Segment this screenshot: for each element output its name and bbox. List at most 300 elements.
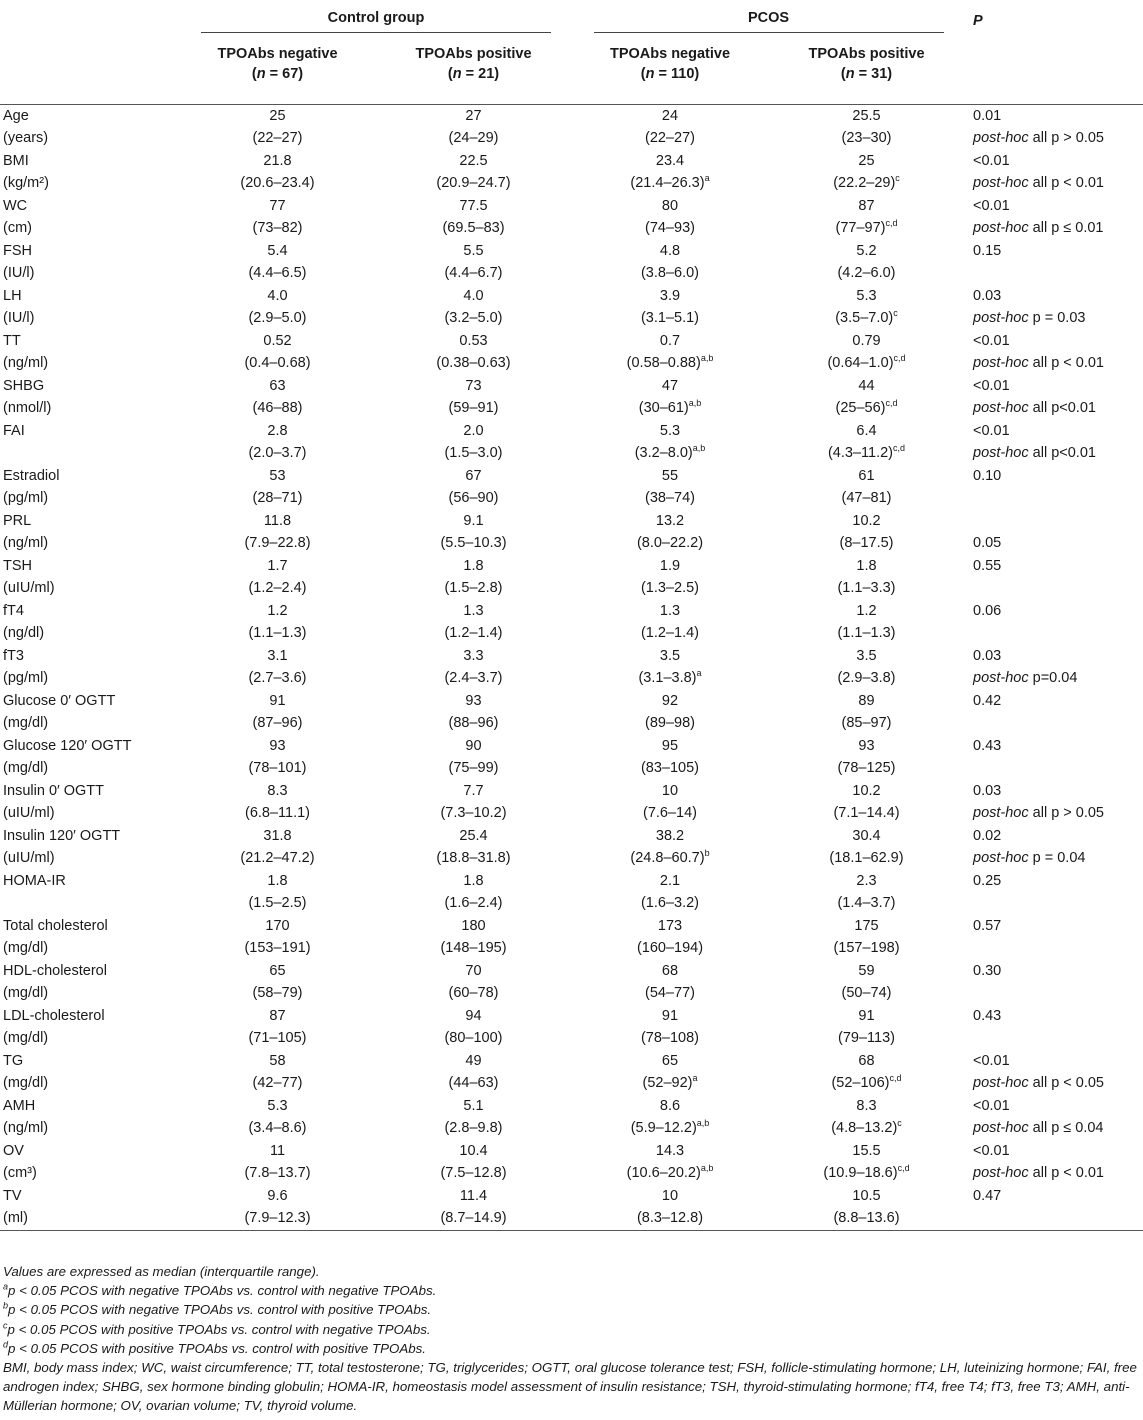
- variable-name: TG: [3, 1053, 24, 1069]
- median-control-negative: 11.8: [263, 513, 292, 529]
- median-control-negative: 87: [269, 1008, 286, 1024]
- median-control-negative: 1.7: [267, 558, 288, 574]
- variable-name: fT4: [3, 603, 24, 619]
- post-hoc-label: post-hoc: [973, 400, 1029, 416]
- table-row-range: [0, 577, 1143, 600]
- post-hoc-label: post-hoc: [973, 1075, 1029, 1091]
- post-hoc: post-hoc all p < 0.01: [973, 175, 1104, 191]
- median-pcos-positive: 3.5: [856, 648, 877, 664]
- iqr-control-positive: (88–96): [448, 715, 499, 731]
- median-control-positive: 7.7: [463, 783, 484, 799]
- median-pcos-positive: 10.2: [852, 513, 881, 529]
- post-hoc-label: post-hoc: [973, 1120, 1029, 1136]
- median-pcos-positive: 25.5: [852, 108, 881, 124]
- iqr-control-positive: (7.5–12.8): [440, 1165, 507, 1181]
- iqr-control-positive: (18.8–31.8): [436, 850, 511, 866]
- median-control-negative: 8.3: [267, 783, 288, 799]
- post-hoc: post-hoc all p<0.01: [973, 445, 1096, 461]
- median-control-negative: 63: [269, 378, 286, 394]
- iqr-control-negative: (1.1–1.3): [248, 625, 307, 641]
- corner-cell-sub: [0, 36, 180, 105]
- post-hoc: post-hoc p=0.04: [973, 670, 1078, 686]
- post-hoc: post-hoc all p > 0.05: [973, 805, 1104, 821]
- footnote-marker: b: [3, 1300, 9, 1311]
- significance-superscript: c,d: [885, 218, 898, 229]
- iqr-pcos-negative: (1.2–1.4): [640, 625, 700, 641]
- median-control-negative: 93: [269, 738, 286, 754]
- significance-superscript: c,d: [897, 1163, 910, 1174]
- table-row-range: [0, 1207, 1143, 1231]
- iqr-control-negative: (7.9–22.8): [244, 535, 311, 551]
- p-value: 0.43: [973, 738, 1002, 754]
- table-row: [0, 1050, 1143, 1072]
- median-pcos-negative: 23.4: [655, 153, 685, 169]
- subheader-control-negative: TPOAbs negative (n = 67): [180, 36, 375, 105]
- table-row-range: [0, 847, 1143, 870]
- iqr-pcos-negative: (89–98): [645, 715, 695, 731]
- iqr-control-negative: (78–101): [248, 760, 307, 776]
- variable-name: TT: [3, 333, 21, 349]
- median-control-negative: 2.8: [267, 423, 288, 439]
- median-control-positive: 0.53: [459, 333, 488, 349]
- p-value: 0.03: [973, 288, 1002, 304]
- median-pcos-positive: 15.5: [852, 1143, 881, 1159]
- table-row: [0, 780, 1143, 802]
- iqr-control-negative: (6.8–11.1): [244, 805, 311, 821]
- variable-unit: (cm³): [3, 1165, 37, 1181]
- subheader-control-positive: TPOAbs positive (n = 21): [375, 36, 572, 105]
- iqr-control-positive: (69.5–83): [442, 220, 505, 236]
- post-hoc: post-hoc all p < 0.01: [973, 1165, 1104, 1181]
- median-control-positive: 9.1: [463, 513, 484, 529]
- variable-unit: [0, 442, 180, 465]
- iqr-pcos-positive: $(0.64-1.0)^{c,d}$: [827, 353, 906, 371]
- post-hoc-label: post-hoc: [973, 355, 1029, 371]
- iqr-control-positive: (5.5–10.3): [440, 535, 507, 551]
- variable-name: FAI: [3, 423, 25, 439]
- median-control-negative: 3.1: [267, 648, 288, 664]
- iqr-pcos-positive: $(3.5-7.0)^c$: [835, 308, 898, 326]
- post-hoc: [965, 937, 1143, 960]
- median-pcos-negative: 13.2: [655, 513, 685, 529]
- iqr-control-positive: (2.4–3.7): [444, 670, 503, 686]
- post-hoc: post-hoc all p > 0.05: [973, 130, 1104, 146]
- median-pcos-negative: 0.7: [659, 333, 681, 349]
- variable-name: PRL: [3, 513, 32, 529]
- median-control-positive: 94: [465, 1008, 482, 1024]
- variable-name: Estradiol: [3, 468, 60, 484]
- table-row-range: [0, 1072, 1143, 1095]
- significance-superscript: a,b: [688, 398, 702, 409]
- post-hoc: post-hoc p = 0.03: [973, 310, 1086, 326]
- iqr-pcos-positive: (2.9–3.8): [837, 670, 896, 686]
- iqr-pcos-negative: (3.8–6.0): [640, 265, 700, 281]
- iqr-control-negative: (73–82): [252, 220, 303, 236]
- iqr-control-positive: (80–100): [444, 1030, 503, 1046]
- iqr-control-negative: (4.4–6.5): [248, 265, 307, 281]
- iqr-control-negative: (21.2–47.2): [240, 850, 315, 866]
- table-row-range: [0, 802, 1143, 825]
- variable-name: TV: [3, 1188, 22, 1204]
- post-hoc: post-hoc all p ≤ 0.04: [973, 1120, 1104, 1136]
- table-row-range: [0, 172, 1143, 195]
- median-control-negative: 5.4: [267, 243, 288, 259]
- median-pcos-positive: 6.4: [856, 423, 877, 439]
- iqr-control-positive: (24–29): [448, 130, 499, 146]
- iqr-control-negative: (46–88): [252, 400, 303, 416]
- iqr-pcos-positive: (1.1–1.3): [837, 625, 896, 641]
- p-value: 0.43: [973, 1008, 1002, 1024]
- p-value: 0.25: [973, 873, 1002, 889]
- median-pcos-negative: 95: [661, 738, 679, 754]
- footnote: BMI, body mass index; WC, waist circumference; TT, total testosterone; TG, triglycerides; OGTT, oral glucose tolerance test; FSH, follicle-stimulating hormone; LH, luteinizing hormone; FAI, free androgen index; SHBG, sex hormone binding globulin; HOMA-IR, homeostasis model assessment of insulin resistance; TSH, thyroid-stimulating hormone; fT4, free T4; fT3, free T3; AMH, anti-Müllerian hormone; OV, ovarian volume; TV, thyroid volume.: [3, 1360, 1137, 1414]
- median-control-positive: 93: [465, 693, 482, 709]
- post-hoc: post-hoc all p<0.01: [973, 400, 1096, 416]
- table-row: [0, 465, 1143, 487]
- table-row: [0, 375, 1143, 397]
- significance-superscript: c: [893, 308, 898, 319]
- p-value: 0.03: [973, 648, 1002, 664]
- median-control-positive: 70: [465, 963, 482, 979]
- median-pcos-negative: 10: [661, 783, 679, 799]
- variable-name: HOMA-IR: [3, 873, 66, 889]
- variable-unit: (mg/dl): [3, 715, 49, 731]
- median-control-negative: 9.6: [267, 1188, 288, 1204]
- iqr-pcos-negative: $(21.4-26.3)^a$: [630, 173, 710, 191]
- median-pcos-positive: 1.2: [856, 603, 877, 619]
- median-control-positive: 1.8: [463, 873, 484, 889]
- median-control-negative: 77: [269, 198, 286, 214]
- post-hoc: 0.05: [973, 535, 1002, 551]
- median-pcos-negative: 24: [661, 108, 679, 124]
- post-hoc-label: post-hoc: [973, 1165, 1029, 1181]
- significance-superscript: c: [897, 1118, 902, 1129]
- iqr-pcos-negative: $(10.6-20.2)^{a,b}$: [626, 1163, 714, 1181]
- median-pcos-positive: 175: [854, 918, 879, 934]
- median-pcos-positive: 5.3: [856, 288, 877, 304]
- post-hoc: post-hoc all p < 0.05: [973, 1075, 1104, 1091]
- variable-unit: (uIU/ml): [3, 805, 55, 821]
- iqr-pcos-negative: (160–194): [636, 940, 704, 956]
- iqr-control-positive: (1.5–2.8): [444, 580, 503, 596]
- median-pcos-negative: 92: [661, 693, 679, 709]
- table-row-range: [0, 487, 1143, 510]
- post-hoc: [965, 487, 1143, 510]
- results-table: [0, 6, 1143, 1231]
- significance-superscript: c,d: [885, 398, 898, 409]
- iqr-pcos-positive: $(52-106)^{c,d}$: [831, 1073, 902, 1091]
- median-control-negative: 1.2: [267, 603, 288, 619]
- significance-superscript: c,d: [893, 353, 906, 364]
- table-row-range: [0, 1162, 1143, 1185]
- iqr-pcos-negative: (74–93): [645, 220, 695, 236]
- variable-name: TSH: [3, 558, 32, 574]
- variable-name: OV: [3, 1143, 24, 1159]
- p-value: 0.10: [973, 468, 1002, 484]
- iqr-control-negative: (153–191): [244, 940, 311, 956]
- table-row-range: [0, 532, 1143, 555]
- group-header-control: Control group: [180, 6, 572, 36]
- table-row-range: [0, 217, 1143, 240]
- table-row-range: [0, 127, 1143, 150]
- post-hoc: [965, 982, 1143, 1005]
- table-footnotes: [3, 1262, 1139, 1416]
- median-pcos-negative: 65: [661, 1053, 679, 1069]
- iqr-pcos-positive: $(4.8-13.2)^c$: [831, 1118, 902, 1136]
- variable-name: LH: [3, 288, 22, 304]
- iqr-control-negative: (7.8–13.7): [244, 1165, 311, 1181]
- variable-name: BMI: [3, 153, 29, 169]
- table-row-range: [0, 892, 1143, 915]
- median-pcos-positive: 87: [858, 198, 875, 214]
- post-hoc: post-hoc all p < 0.01: [973, 355, 1104, 371]
- p-value: <0.01: [973, 378, 1010, 394]
- post-hoc-label: post-hoc: [973, 670, 1029, 686]
- p-value: [965, 510, 1143, 532]
- significance-superscript: a,b: [700, 353, 714, 364]
- iqr-pcos-positive: $(10.9-18.6)^{c,d}$: [823, 1163, 910, 1181]
- median-pcos-negative: 14.3: [655, 1143, 685, 1159]
- iqr-pcos-negative: (38–74): [645, 490, 695, 506]
- p-value: <0.01: [973, 333, 1010, 349]
- table-row: [0, 555, 1143, 577]
- table-row: [0, 150, 1143, 172]
- variable-unit: (years): [3, 130, 49, 146]
- iqr-pcos-positive: (7.1–14.4): [833, 805, 900, 821]
- median-control-positive: 1.8: [463, 558, 484, 574]
- iqr-pcos-negative: (78–108): [640, 1030, 700, 1046]
- table-row-range: [0, 397, 1143, 420]
- table-row: [0, 105, 1143, 128]
- significance-superscript: b: [704, 848, 710, 859]
- median-control-positive: 2.0: [463, 423, 484, 439]
- variable-unit: (mg/dl): [3, 1075, 49, 1091]
- median-pcos-negative: 38.2: [655, 828, 685, 844]
- iqr-pcos-negative: (8.3–12.8): [572, 1207, 768, 1231]
- iqr-pcos-negative: $(0.58-0.88)^{a,b}$: [626, 353, 714, 371]
- post-hoc: [965, 1027, 1143, 1050]
- variable-unit: (nmol/l): [3, 400, 52, 416]
- median-pcos-negative: 47: [661, 378, 679, 394]
- iqr-control-positive: (148–195): [440, 940, 507, 956]
- median-control-positive: 73: [465, 378, 482, 394]
- variable-unit: (mg/dl): [3, 760, 49, 776]
- p-value: 0.01: [973, 108, 1002, 124]
- variable-name: FSH: [3, 243, 32, 259]
- median-control-positive: 3.3: [463, 648, 484, 664]
- significance-superscript: a: [704, 173, 710, 184]
- table-row: [0, 240, 1143, 262]
- iqr-control-positive: (44–63): [448, 1075, 499, 1091]
- table-row: [0, 285, 1143, 307]
- table-row: [0, 195, 1143, 217]
- median-control-negative: 170: [265, 918, 290, 934]
- table-row: [0, 510, 1143, 532]
- median-pcos-positive: 59: [858, 963, 875, 979]
- iqr-pcos-negative: $(30-61)^{a,b}$: [638, 398, 702, 416]
- table-row: [0, 330, 1143, 352]
- p-value: 0.47: [973, 1188, 1002, 1204]
- variable-name: Glucose 120′ OGTT: [3, 738, 132, 754]
- variable-unit: (kg/m²): [3, 175, 49, 191]
- post-hoc: [965, 1207, 1143, 1231]
- iqr-pcos-positive: (78–125): [837, 760, 896, 776]
- footnote-a: $^a$p < 0.05 PCOS with negative TPOAbs vs. control with negative TPOAbs.: [3, 1281, 437, 1299]
- p-value: 0.30: [973, 963, 1002, 979]
- table-row: [0, 600, 1143, 622]
- median-control-positive: 180: [461, 918, 486, 934]
- median-pcos-positive: 5.2: [856, 243, 877, 259]
- iqr-pcos-negative: (3.1–5.1): [640, 310, 700, 326]
- significance-superscript: c: [895, 173, 900, 184]
- post-hoc: [965, 577, 1143, 600]
- variable-unit: (mg/dl): [3, 940, 49, 956]
- variable-unit: [0, 892, 180, 915]
- median-control-negative: 53: [269, 468, 286, 484]
- post-hoc-label: post-hoc: [973, 175, 1029, 191]
- p-value: 0.02: [973, 828, 1002, 844]
- table-row: [0, 735, 1143, 757]
- variable-unit: (pg/ml): [3, 670, 49, 686]
- median-pcos-positive: 61: [858, 468, 875, 484]
- median-pcos-positive: 2.3: [856, 873, 877, 889]
- iqr-pcos-positive: (47–81): [841, 490, 892, 506]
- p-value: <0.01: [973, 423, 1010, 439]
- table-row-range: [0, 622, 1143, 645]
- iqr-pcos-positive: (18.1–62.9): [829, 850, 904, 866]
- variable-unit: (IU/l): [3, 265, 35, 281]
- median-control-positive: 90: [465, 738, 482, 754]
- median-pcos-negative: 1.9: [659, 558, 681, 574]
- median-pcos-positive: 8.3: [856, 1098, 877, 1114]
- median-pcos-positive: 68: [858, 1053, 875, 1069]
- p-value: <0.01: [973, 1053, 1010, 1069]
- median-pcos-positive: 10.5: [852, 1188, 881, 1204]
- post-hoc: [965, 892, 1143, 915]
- iqr-control-positive: (1.6–2.4): [444, 895, 503, 911]
- post-hoc: [965, 712, 1143, 735]
- iqr-control-negative: (28–71): [252, 490, 303, 506]
- p-value: <0.01: [973, 1143, 1010, 1159]
- post-hoc-label: post-hoc: [973, 130, 1029, 146]
- variable-unit: (ml): [0, 1207, 180, 1231]
- iqr-pcos-negative: (7.6–14): [642, 805, 697, 821]
- p-value: 0.57: [973, 918, 1002, 934]
- table-row: [0, 420, 1143, 442]
- iqr-pcos-negative: (83–105): [640, 760, 700, 776]
- median-pcos-positive: 0.79: [852, 333, 881, 349]
- iqr-control-negative: (58–79): [252, 985, 303, 1001]
- median-control-positive: 1.3: [463, 603, 484, 619]
- variable-name: Glucose 0′ OGTT: [3, 693, 116, 709]
- table-row-range: [0, 937, 1143, 960]
- iqr-control-positive: (7.3–10.2): [440, 805, 507, 821]
- variable-unit: (ng/dl): [3, 625, 45, 641]
- table-row: [0, 1095, 1143, 1117]
- corner-cell: [0, 6, 180, 36]
- table-row-range: [0, 307, 1143, 330]
- variable-name: AMH: [3, 1098, 36, 1114]
- p-value: 0.42: [973, 693, 1002, 709]
- iqr-pcos-negative: (8.0–22.2): [636, 535, 704, 551]
- variable-name: fT3: [3, 648, 24, 664]
- median-pcos-negative: 10: [661, 1188, 679, 1204]
- post-hoc: post-hoc p = 0.04: [973, 850, 1086, 866]
- iqr-control-positive: (3.2–5.0): [444, 310, 503, 326]
- table-row: [0, 1140, 1143, 1162]
- subheader-p-empty: [965, 36, 1143, 105]
- median-control-negative: 91: [269, 693, 286, 709]
- median-pcos-positive: 30.4: [852, 828, 881, 844]
- subheader-pcos-negative: TPOAbs negative (n = 110): [572, 36, 768, 105]
- variable-unit: (ng/ml): [3, 355, 49, 371]
- median-control-positive: 27: [465, 108, 482, 124]
- iqr-pcos-positive: (1.4–3.7): [837, 895, 896, 911]
- median-control-negative: 31.8: [263, 828, 292, 844]
- iqr-control-positive: (8.7–14.9): [375, 1207, 572, 1231]
- p-value: 0.55: [973, 558, 1002, 574]
- table-body: [0, 105, 1143, 1231]
- median-control-negative: 58: [269, 1053, 286, 1069]
- variable-unit: (mg/dl): [3, 1030, 49, 1046]
- iqr-pcos-negative: $(52-92)^a$: [642, 1073, 698, 1091]
- median-control-positive: 67: [465, 468, 482, 484]
- iqr-control-negative: (7.9–12.3): [180, 1207, 375, 1231]
- median-pcos-positive: 25: [858, 153, 875, 169]
- median-pcos-positive: 1.8: [856, 558, 877, 574]
- iqr-pcos-negative: $(5.9-12.2)^{a,b}$: [630, 1118, 710, 1136]
- significance-superscript: a,b: [700, 1163, 714, 1174]
- table-row: [0, 915, 1143, 937]
- table-row-range: [0, 667, 1143, 690]
- variable-unit: (ng/ml): [3, 535, 49, 551]
- iqr-control-negative: (3.4–8.6): [248, 1120, 307, 1136]
- footnote-c: $^c$p < 0.05 PCOS with positive TPOAbs vs. control with negative TPOAbs.: [3, 1320, 431, 1337]
- post-hoc-label: post-hoc: [973, 850, 1029, 866]
- iqr-pcos-negative: (22–27): [645, 130, 695, 146]
- significance-superscript: c,d: [889, 1073, 902, 1084]
- iqr-control-positive: (4.4–6.7): [444, 265, 503, 281]
- iqr-control-negative: (1.2–2.4): [248, 580, 307, 596]
- iqr-control-negative: (0.4–0.68): [244, 355, 311, 371]
- table-row: [0, 645, 1143, 667]
- table-row: [0, 825, 1143, 847]
- iqr-pcos-negative: (54–77): [645, 985, 695, 1001]
- median-control-negative: 0.52: [263, 333, 292, 349]
- median-control-positive: 49: [465, 1053, 482, 1069]
- median-control-negative: 1.8: [267, 873, 288, 889]
- median-pcos-negative: 55: [661, 468, 679, 484]
- subheader-pcos-positive: TPOAbs positive (n = 31): [768, 36, 965, 105]
- variable-unit: (uIU/ml): [3, 580, 55, 596]
- median-control-negative: 25: [269, 108, 286, 124]
- iqr-pcos-negative: $(3.1-3.8)^a$: [638, 668, 702, 686]
- post-hoc-label: post-hoc: [973, 220, 1029, 236]
- variable-unit: (uIU/ml): [3, 850, 55, 866]
- iqr-pcos-positive: (1.1–3.3): [837, 580, 896, 596]
- p-value: 0.15: [973, 243, 1002, 259]
- median-pcos-negative: 3.9: [659, 288, 681, 304]
- median-control-positive: 77.5: [459, 198, 488, 214]
- iqr-control-negative: (20.6–23.4): [240, 175, 315, 191]
- median-pcos-negative: 80: [661, 198, 679, 214]
- footnote-marker: a: [3, 1281, 9, 1292]
- median-pcos-negative: 68: [661, 963, 679, 979]
- median-pcos-negative: 5.3: [659, 423, 681, 439]
- variable-unit: (IU/l): [3, 310, 35, 326]
- significance-superscript: a,b: [696, 1118, 710, 1129]
- post-hoc-label: post-hoc: [973, 445, 1029, 461]
